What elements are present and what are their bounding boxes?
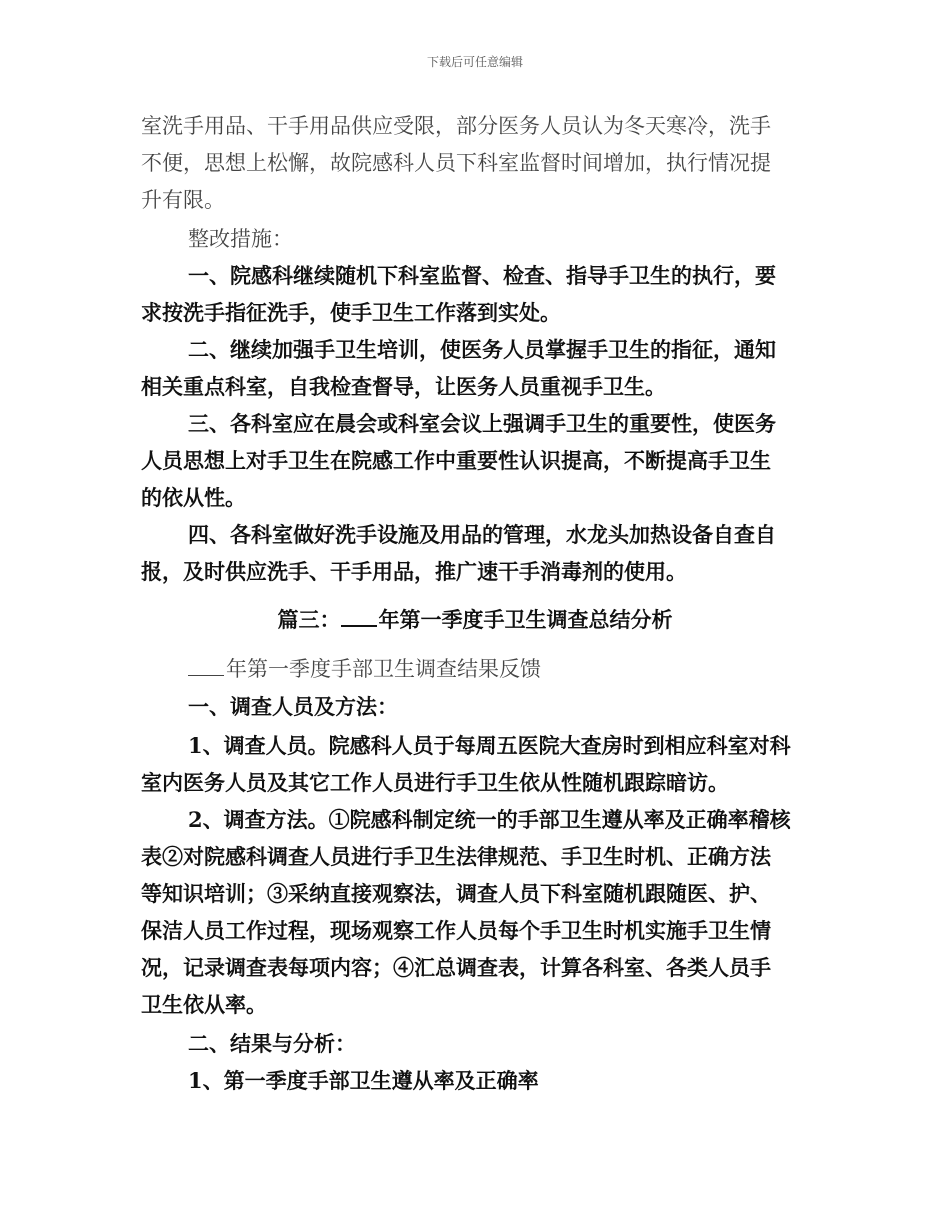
item2-line-1: 2、调查方法。①院感科制定统一的手部卫生遵从率及正确率稽核 — [188, 807, 791, 832]
item1-line-1: 1、调查人员。院感科人员于每周五医院大查房时到相应科室对科 — [188, 733, 791, 758]
item2-line-5: 况，记录调查表每项内容；④汇总调查表，计算各科室、各类人员手 — [141, 955, 771, 980]
section-title-prefix: 篇三： — [277, 607, 341, 632]
item2-line-6: 卫生依从率。 — [141, 992, 267, 1017]
measure-3-line-1: 三、各科室应在晨会或科室会议上强调手卫生的重要性，使医务 — [188, 411, 776, 436]
measure-2-line-2: 相关重点科室，自我检查督导，让医务人员重视手卫生。 — [141, 374, 666, 399]
measure-3-line-2: 人员思想上对手卫生在院感工作中重要性认识提高，不断提高手卫生 — [141, 448, 771, 473]
item3-heading: 1、第一季度手部卫生遵从率及正确率 — [188, 1068, 539, 1093]
part1-heading: 一、调查人员及方法： — [188, 694, 398, 719]
section-title — [0, 606, 950, 634]
measure-4-line-1: 四、各科室做好洗手设施及用品的管理，水龙头加热设备自查自 — [188, 522, 776, 547]
page-header: 下载后可任意编辑 — [426, 55, 523, 69]
intro-line-2: 不便，思想上松懈，故院感科人员下科室监督时间增加，执行情况提 — [141, 151, 771, 175]
measures-heading: 整改措施： — [188, 227, 293, 251]
item2-line-2: 表②对院感科调查人员进行手卫生法律规范、手卫生时机、正确方法 — [141, 844, 771, 869]
subtitle-text: 年第一季度手部卫生调查结果反馈 — [226, 657, 541, 681]
part2-heading: 二、结果与分析： — [188, 1031, 356, 1056]
item2-line-4: 保洁人员工作过程，现场观察工作人员每个手卫生时机实施手卫生情 — [141, 918, 771, 943]
item2-line-3: 等知识培训；③采纳直接观察法，调查人员下科室随机跟随医、护、 — [141, 881, 771, 906]
section-title-rest: 年第一季度手卫生调查总结分析 — [378, 607, 673, 632]
section-subtitle — [188, 655, 821, 683]
measure-2-line-1: 二、继续加强手卫生培训，使医务人员掌握手卫生的指征，通知 — [188, 337, 776, 362]
item1-line-2: 室内医务人员及其它工作人员进行手卫生依从性随机跟踪暗访。 — [141, 770, 729, 795]
intro-line-1: 室洗手用品、干手用品供应受限，部分医务人员认为冬天寒冷，洗手 — [141, 114, 771, 138]
measure-4-line-2: 报，及时供应洗手、干手用品，推广速干手消毒剂的使用。 — [141, 559, 687, 584]
measure-1-line-2: 求按洗手指征洗手，使手卫生工作落到实处。 — [141, 300, 561, 325]
measure-3-line-3: 的依从性。 — [141, 485, 246, 510]
intro-line-3: 升有限。 — [141, 188, 225, 212]
title-blank — [341, 607, 377, 627]
measure-1-line-1: 一、院感科继续随机下科室监督、检查、指导手卫生的执行，要 — [188, 263, 776, 288]
subtitle-blank — [188, 657, 224, 676]
